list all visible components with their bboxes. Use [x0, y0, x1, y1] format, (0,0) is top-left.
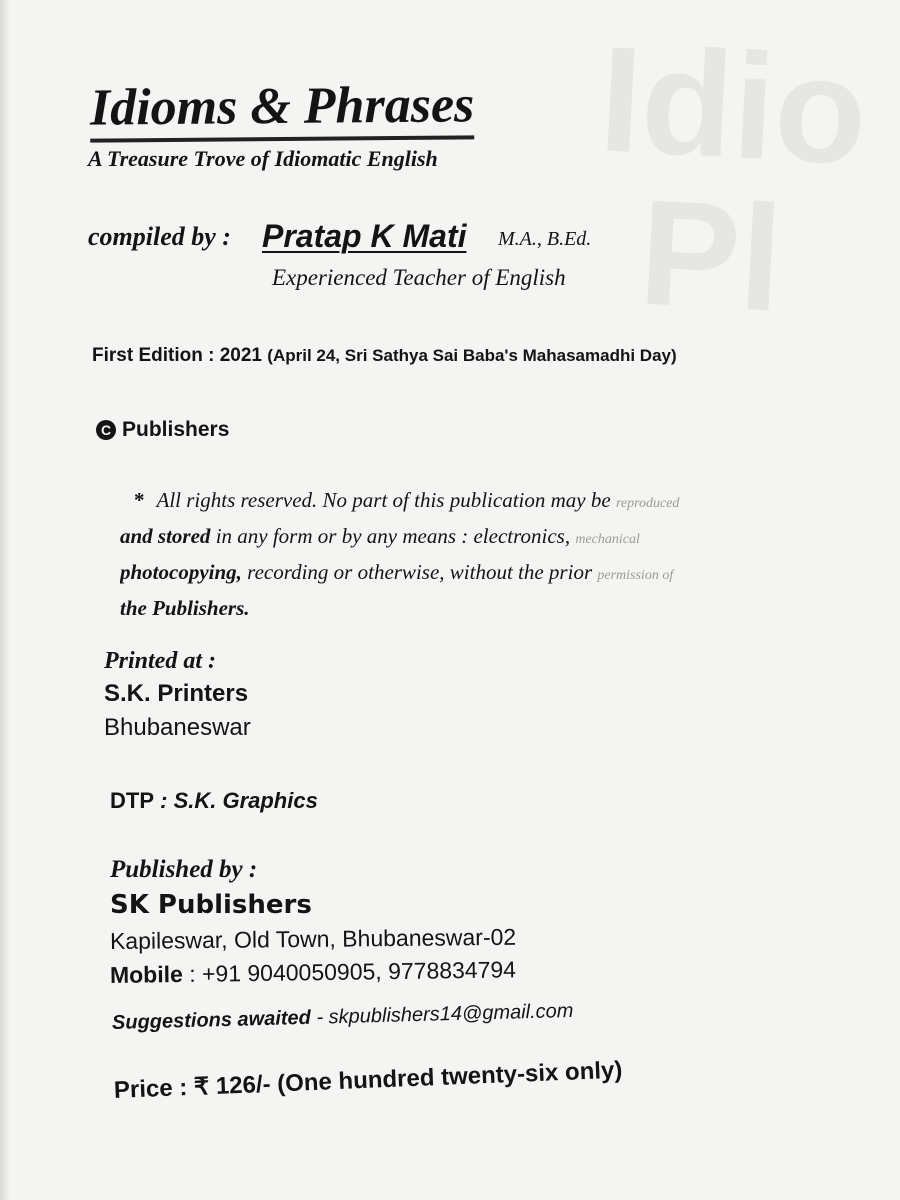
- edition-line: [92, 345, 677, 367]
- publisher-mobile: [110, 956, 516, 989]
- rights-line-3-text: recording or otherwise, without the prior: [247, 560, 593, 584]
- copyright-line: [96, 418, 229, 442]
- book-title: Idioms & Phrases: [90, 78, 475, 142]
- published-by-label: Published by :: [110, 856, 258, 883]
- compiler-role: Experienced Teacher of English: [272, 265, 566, 290]
- rights-line-2: [120, 520, 770, 556]
- suggestions-email: - skpublishers14@gmail.com: [316, 999, 574, 1029]
- compiler-name: Pratap K Mati: [262, 218, 467, 254]
- mobile-label: Mobile: [109, 960, 184, 988]
- rights-line-3: [120, 556, 770, 592]
- rights-line-3-bold: photocopying,: [120, 560, 242, 584]
- show-through-subtitle-text: Pl: [635, 167, 787, 343]
- rights-line-4: the Publishers.: [120, 596, 250, 620]
- rights-line-2-faded: mechanical: [575, 532, 640, 547]
- rights-notice: [120, 484, 770, 624]
- rights-bullet: *: [134, 488, 145, 512]
- page-edge-shadow: [0, 0, 10, 1200]
- edition-label: First Edition :: [92, 345, 215, 366]
- suggestions-line: [112, 1000, 574, 1035]
- dtp-label: DTP: [110, 788, 154, 813]
- edition-note: (April 24, Sri Sathya Sai Baba's Mahasamadhi Day): [267, 346, 677, 365]
- rights-line-2-bold: and stored: [120, 524, 211, 548]
- publisher-address: Kapileswar, Old Town, Bhubaneswar-02: [109, 923, 517, 954]
- rights-line-3-faded: permission of: [597, 568, 674, 583]
- copyright-holder: Publishers: [122, 418, 230, 441]
- printed-at-label: Printed at :: [104, 648, 216, 674]
- show-through-title-text: Idio: [595, 14, 871, 196]
- rights-line-2-text: in any form or by any means : electronics,: [215, 524, 571, 548]
- rights-line-1-text: All rights reserved. No part of this publication may be: [156, 488, 611, 512]
- dtp-value: : S.K. Graphics: [160, 788, 318, 813]
- edition-year: 2021: [219, 345, 262, 366]
- dtp-line: [110, 788, 318, 814]
- printer-name: S.K. Printers: [104, 680, 249, 707]
- compiled-by-label: compiled by :: [88, 222, 231, 251]
- price-line: Price : ₹ 126/- (One hundred twenty-six only): [113, 1056, 623, 1104]
- rights-line-1: [120, 484, 770, 520]
- rights-line-1-faded: reproduced: [615, 496, 680, 511]
- suggestions-label: Suggestions awaited: [111, 1006, 312, 1034]
- copyright-icon: C: [96, 420, 116, 440]
- compiler-degree: M.A., B.Ed.: [498, 228, 592, 250]
- book-subtitle: A Treasure Trove of Idiomatic English: [88, 146, 438, 171]
- printer-city: Bhubaneswar: [104, 714, 251, 741]
- mobile-numbers: : +91 9040050905, 9778834794: [189, 956, 517, 987]
- publisher-name: SK Publishers: [110, 890, 312, 920]
